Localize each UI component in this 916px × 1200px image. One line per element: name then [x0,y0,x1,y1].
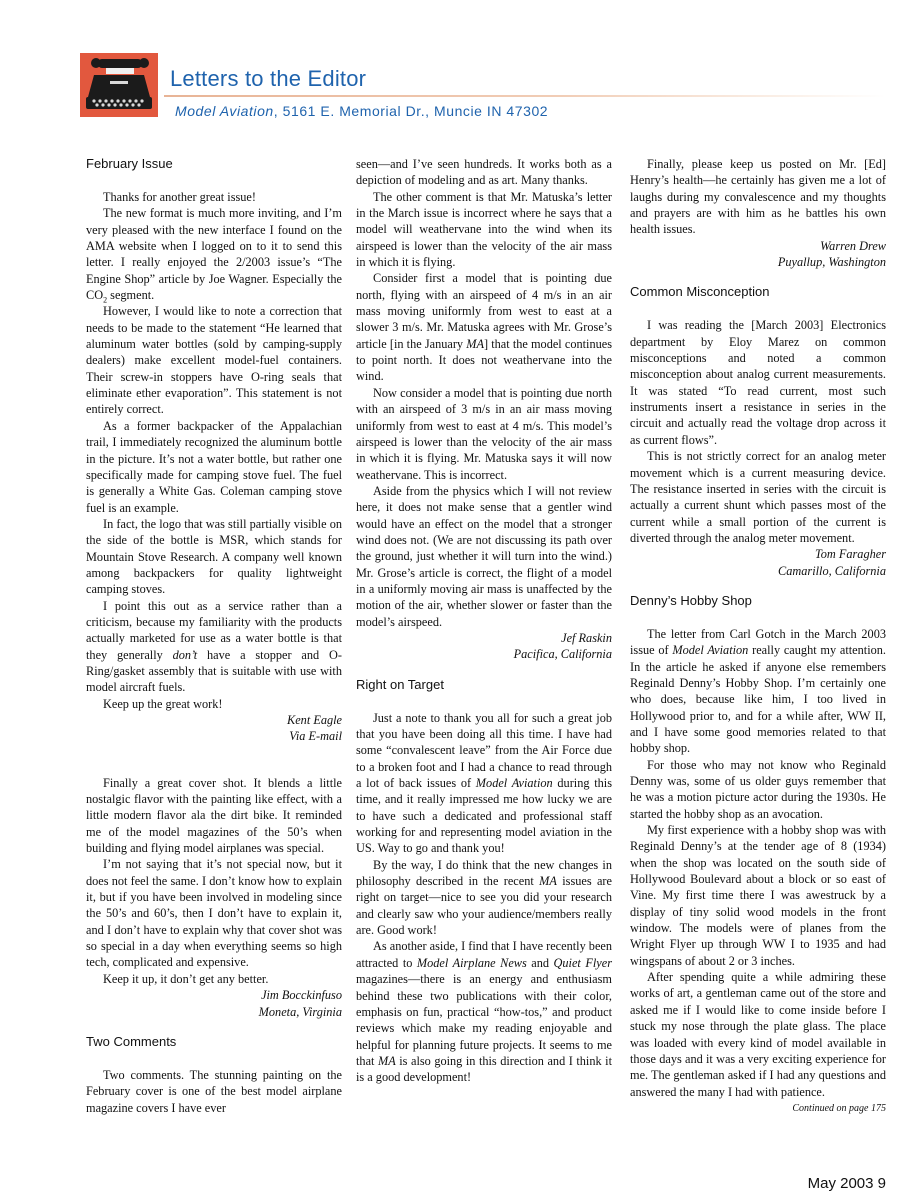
column-1 [86,156,342,1116]
spacer [86,745,342,775]
column-3 [630,156,886,1116]
letter-paragraph: Keep up the great work! [103,696,223,711]
signature-name: Tom Faragher [815,547,886,562]
continued-note: Continued on page 175 [792,1102,886,1114]
signature-location: Via E-mail [289,729,342,744]
letter-paragraph: Keep it up, it don’t get any better. [103,971,269,986]
magazine-name: Model Aviation [175,103,274,119]
letter-paragraph: I point this out as a service rather than a criticism, because my familiarity with the products actually marketed for use as a water bottle is that they generally don’t have a stopper and O-Ring/gasket assembly that is suitable with use with model aircraft fuels. [86,598,342,695]
signature-name: Jim Bocckinfuso [261,988,342,1003]
signature-name: Kent Eagle [287,713,342,727]
section-heading-dennys-hobby-shop: Denny’s Hobby Shop [630,592,752,608]
letter-paragraph: My first experience with a hobby shop was with Reginald Denny’s at the tender age of 8 (1934) when the shop was located on the south side of Hollywood Boulevard about a block or so east of Vine. My first time there I was awestruck by a display of tiny solid wood models in the front window. The models were of planes from the Wright Flyer up through WW I to 1935 and had wingspans of about 2 or 3 inches. [630,823,886,968]
signature-location: Moneta, Virginia [258,1004,342,1019]
signature-location: Camarillo, California [778,563,886,578]
letter-paragraph: The new format is much more inviting, and I’m very pleased with the new interface I found on the AMA website when I logged on to it to send this letter. I really enjoyed the 2/2003 issue’s “The Engine Shop” article by Joe Wagner. Especially the $CO_2$ segment. [86,206,342,305]
letter-paragraph: I’m not saying that it’s not special now, but it does not feel the same. I don’t know how to explain it, but if you have been involved in modeling since the 50’s and 60’s, then I don’t have to explain it, and I don’t have to explain why that cover shot was so special in a day when everything seems so high tech, complicated and expensive. [86,857,342,970]
section-heading-february-issue: February Issue [86,156,173,171]
letter-paragraph: Now consider a model that is pointing due north with an airspeed of 3 m/s in an air mass moving uniformly from west to east at 4 m/s. This model’s airspeed is lower than the velocity of the air mass in which it is flying. Mr. Matuska says it will now weathervane. This is incorrect. [356,385,612,482]
letter-paragraph: seen—and I’ve seen hundreds. It works both as a depiction of modeling and as art. Many thanks. [356,157,612,188]
letter-paragraph: I was reading the [March 2003] Electronics department by Eloy Marez on common misconceptions and noted a common misconception about analog current measurements. It was stated “To read current, most such instruments insert a resistance in series in the circuit and actually read the voltage drop across it as current flows”. [630,318,886,447]
letter-paragraph: The other comment is that Mr. Matuska’s letter in the March issue is incorrect where he says that a model will weathervane into the wind when its airspeed is lower than the velocity of the air mass in which it is flying. [356,189,612,270]
page-folio: May 2003 9 [807,1175,886,1192]
letter-paragraph: Thanks for another great issue! [103,190,256,204]
letter-paragraph: Finally, please keep us posted on Mr. [Ed] Henry’s health—he certainly has given me a lot of laughs during my convalescence and my thoughts and prayers are with him as he battles his own health issues. [630,157,886,237]
letter-paragraph: After spending quite a while admiring these works of art, a gentleman came out of the store and asked me if I would like to come inside before I stuck my nose through the plate glass. The place was loaded with every kind of model available in those days and it was a very exciting experience for me. The gentleman asked if I had any questions and answered the many I had with patience. [630,970,886,1099]
signature-location: Pacifica, California [513,647,612,662]
section-heading-common-misconception: Common Misconception [630,284,770,300]
page-title: Letters to the Editor [170,66,367,91]
letter-paragraph: Consider first a model that is pointing due north, flying with an airspeed of 4 m/s in an air mass moving uniformly from west to east at a slower 3 m/s. Mr. Matuska agrees with Mr. Grose’s article [in the January MA] that the model continues to point north. It does not weathervane into the wind. [356,271,612,384]
letter-paragraph: For those who may not know who Reginald Denny was, some of us older guys remember that he was a motion picture actor during the 1930s. He started the hobby shop as an avocation. [630,757,886,821]
letter-paragraph: As a former backpacker of the Appalachian trail, I immediately recognized the aluminum bottle in the picture. It’s not a water bottle, but rather one specifically made for camping stove fuel. The fuel is generally a White Gas. Coleman camping stove fuel is an example. [86,418,342,515]
letter-paragraph: Finally a great cover shot. It blends a little nostalgic flavor with the painting like effect, with a little modern flavor ala the dirt bike. It reminded me of the model magazines of the 50’s when building and flying model airplanes was special. [86,775,342,856]
letter-paragraph: The letter from Carl Gotch in the March 2003 issue of Model Aviation really caught my attention. In the article he asked if anyone else remembers Reginald Denny’s Hobby Shop. I’m certainly one who does, because like him, I too lived in Hollywood prior to, and for a while after, WW II, and I have some good memories related to that hobby shop. [630,626,886,756]
mailing-address: , 5161 E. Memorial Dr., Muncie IN 47302 [273,103,549,119]
typewriter-icon [80,53,158,117]
signature-location: Puyallup, Washington [777,255,886,270]
letter-paragraph: This is not strictly correct for an analog meter movement which is a current measuring device. The resistance inserted in series with the circuit is actually a current shunt which passes most of the current while a small portion of the current is diverted through the analog meter movement. [630,449,886,545]
letter-paragraph: By the way, I do think that the new changes in philosophy described in the recent MA issues are right on target—nice to see you did your research and clearly saw who your audience/members really are. Good work! [356,857,612,938]
column-2 [356,156,612,1086]
letter-paragraph: As another aside, I find that I have recently been attracted to Model Airplane News and Quiet Flyer magazines—there is an energy and enthusiasm behind these two publications with their color, emphasis on fun, practical “how-tos,” and product reviews which make my reading enjoyable and helpful for planning future projects. It seems to me that MA is also going in this direction and I think it is a good development! [356,939,613,1085]
header-address [175,103,548,119]
signature-name: Warren Drew [820,238,886,253]
header-rule [164,95,886,97]
letter-paragraph: In fact, the logo that was still partially visible on the side of the bottle is MSR, which stands for Mountain Stove Research. A company well known among backpackers for quality lightweight camping stoves. [86,516,342,597]
letter-paragraph: However, I would like to note a correction that needs to be made to the statement “He learned that aluminum water bottles (sold by camping-supply dealers) make excellent model-fuel containers. Their screw-in stoppers have O-ring seals that eliminate ether evaporation”. This statement is not entirely correct. [86,304,342,417]
section-heading-two-comments: Two Comments [86,1033,177,1049]
letter-paragraph: Just a note to thank you all for such a great job that you have been doing all this time. I have had some “convalescent leave” from the Air Force due to a broken foot and I had a chance to read through a lot of back issues of Model Aviation during this time, and it really impressed me how lucky we are to have such a dedicated and professional staff working for and representing model aviation in the US. Way to go and thank you! [356,710,612,856]
section-heading-right-on-target: Right on Target [356,676,444,692]
signature-name: Jef Raskin [561,630,612,645]
letter-paragraph: Aside from the physics which I will not review here, it does not make sense that a gentler wind would have an effect on the model that a stronger wind does not. (We are not discussing its path over the ground, just whether it will turn into the wind.) Mr. Grose’s article is correct, the flight of a model in a uniformly moving air mass is unaffected by the motion of the air, whether slower or faster than the model’s airspeed. [356,483,612,629]
letter-paragraph: Two comments. The stunning painting on the February cover is one of the best model airplane magazine covers I have ever [86,1067,342,1115]
